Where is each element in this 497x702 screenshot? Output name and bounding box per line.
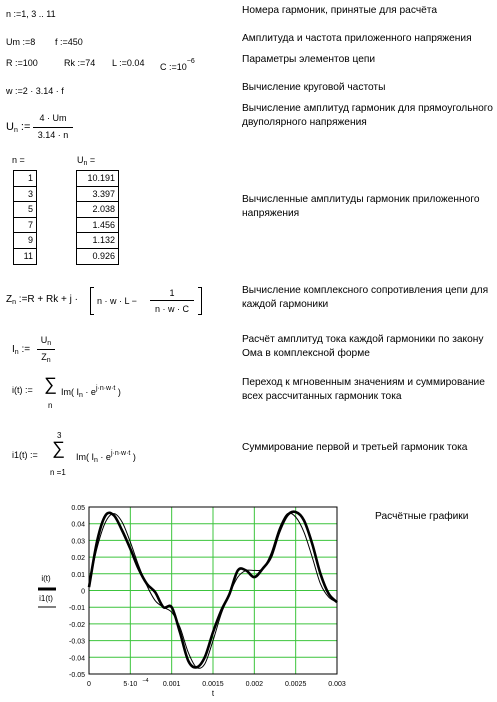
zn-numerator: 1	[169, 288, 175, 298]
in-num-sub: n	[47, 340, 52, 347]
table-u-header: $U_n$ =	[77, 155, 96, 167]
zn-left-bracket	[90, 287, 94, 315]
x-tick-label: 0.0025	[284, 681, 307, 688]
x-tick-label: 0.002	[245, 681, 264, 688]
table-n-header: n =	[12, 155, 25, 165]
desc-computed-amps: Вычисленные амплитуды гармоник приложенного напряжения	[242, 194, 480, 219]
desc-current-amps: Расчёт амплитуд тока каждой гармоники по закону Ома в комплексной форме	[242, 334, 484, 359]
table-u-symbol: U	[77, 155, 84, 165]
in-fraction-line	[37, 349, 55, 350]
y-tick-label: 0.05	[71, 505, 85, 512]
desc-harmonics: Номера гармоник, принятые для расчёта	[242, 5, 438, 16]
f-definition: f :=450	[55, 37, 83, 47]
it-e: · e	[85, 387, 96, 397]
it-exponent: j·n·w·t	[95, 385, 116, 392]
in-den-symbol: Z	[41, 352, 47, 362]
y-tick-label: -0.04	[69, 655, 85, 663]
y-tick-label: -0.03	[69, 638, 85, 646]
u-cell: 0.926	[92, 250, 115, 261]
x-axis-label: t	[211, 689, 215, 698]
zn-symbol: Z	[6, 294, 13, 305]
it-sum-bottom: n	[48, 401, 53, 410]
un-fraction-line	[33, 127, 73, 128]
i1-e: · e	[100, 452, 111, 462]
y-axis-label-i1t: i1(t)	[39, 594, 53, 603]
i1-body: Im( $I_n \cdot e^{j\cdot n\cdot w\cdot t}$ )	[76, 450, 136, 464]
i1-exponent: j·n·w·t	[110, 450, 131, 457]
u-cell: 1.456	[77, 218, 118, 234]
zn-body: :=R + Rk + j ·	[18, 294, 78, 305]
y-tick-label: -0.05	[69, 672, 85, 679]
in-denominator	[37, 352, 55, 364]
r-definition: R :=100	[6, 58, 38, 68]
y-axis-label-it: i(t)	[41, 574, 51, 583]
in-lhs: $I_n$ :=	[12, 344, 31, 356]
x-tick-label: 0.0015	[202, 681, 224, 688]
i1-sum-top: 3	[57, 431, 62, 440]
u-cell: 10.191	[77, 171, 118, 187]
it-body: Im( $I_n \cdot e^{j\cdot n\cdot w\cdot t}$ )	[61, 385, 121, 399]
desc-circuit-params: Параметры элементов цепи	[242, 54, 376, 65]
y-tick-label: -0.02	[69, 621, 85, 629]
table-u-subscript: n	[83, 160, 88, 167]
w-definition: w :=2 · 3.14 · f	[6, 86, 64, 96]
u-cell: 2.038	[77, 202, 118, 218]
un-subscript: n	[13, 127, 18, 134]
n-cell: 7	[14, 218, 36, 234]
rk-definition: Rk :=74	[64, 58, 96, 68]
desc-impedance: Вычисление комплексного сопротивления цепи для каждой гармоники	[242, 285, 489, 310]
zn-formula	[6, 294, 78, 306]
it-i-sub: n	[79, 392, 83, 399]
c-definition	[160, 58, 195, 72]
y-tick-label: 0.02	[71, 555, 85, 563]
un-numerator: 4 · Um	[39, 113, 67, 123]
un-symbol: U	[6, 121, 14, 133]
n-cell: 3	[14, 187, 36, 203]
zn-right-bracket	[198, 287, 202, 315]
table-u-column	[76, 170, 119, 265]
it-sum-icon: ∑	[44, 374, 57, 394]
zn-fraction-line	[150, 300, 194, 301]
i1-lhs: i1(t) :=	[12, 450, 38, 460]
u-cell: 1.132	[77, 233, 118, 249]
l-definition: L :=0.04	[112, 58, 145, 68]
un-lhs: $U_n$ :=	[6, 121, 31, 134]
i1-i-sub: n	[94, 457, 98, 464]
y-tick-label: 0.01	[71, 571, 85, 579]
table-n-column	[13, 170, 37, 265]
in-numerator	[37, 335, 55, 347]
it-lhs: i(t) :=	[12, 385, 33, 395]
it-im: Im	[61, 387, 71, 397]
um-definition: Um :=8	[6, 37, 36, 47]
desc-angular-freq: Вычисление круговой частоты	[242, 82, 386, 93]
x-tick-label: 5·10	[123, 681, 138, 688]
c-base: C :=10	[160, 62, 187, 72]
u-cell: 3.397	[77, 187, 118, 203]
in-num-symbol: U	[40, 335, 48, 345]
x-tick-label: 0.003	[328, 681, 346, 688]
desc-instant: Переход к мгновенным значениям и суммирование всех рассчитанных гармоник тока	[242, 377, 485, 402]
desc-graphs: Расчётные графики	[375, 511, 469, 522]
zn-denominator: n · w · C	[154, 304, 189, 314]
in-den-sub: n	[46, 357, 51, 364]
zn-subscript: n	[12, 299, 17, 306]
n-cell: 1	[14, 171, 36, 187]
n-cell: 9	[14, 233, 36, 249]
x-tick-label: 0	[87, 681, 91, 688]
current-chart	[0, 495, 497, 702]
n-definition: n :=1, 3 .. 11	[6, 9, 56, 19]
i1-im: Im	[76, 452, 86, 462]
in-subscript: n	[14, 349, 19, 356]
y-tick-label: -0.01	[69, 605, 85, 613]
i1-sum-bottom: n =1	[50, 468, 66, 477]
i1-sum-icon: ∑	[52, 438, 65, 458]
n-cell: 11	[23, 250, 33, 261]
zn-middle: n · w · L −	[97, 296, 137, 306]
c-exponent: −6	[186, 58, 195, 65]
in-symbol: I	[12, 344, 15, 355]
un-denominator: 3.14 · n	[37, 130, 69, 140]
desc-sum13: Суммирование первой и третьей гармоник тока	[242, 442, 468, 453]
y-tick-label: 0.03	[71, 538, 85, 546]
x-tick-exponent: −4	[142, 678, 149, 684]
desc-amplitude-freq: Амплитуда и частота приложенного напряжения	[242, 33, 472, 44]
y-tick-label: 0.04	[71, 521, 85, 529]
desc-harmonic-amps: Вычисление амплитуд гармоник для прямоугольного двуполярного напряжения	[242, 103, 493, 128]
y-tick-label: 0	[81, 588, 85, 596]
x-tick-label: 0.001	[162, 681, 181, 688]
n-cell: 5	[14, 202, 36, 218]
